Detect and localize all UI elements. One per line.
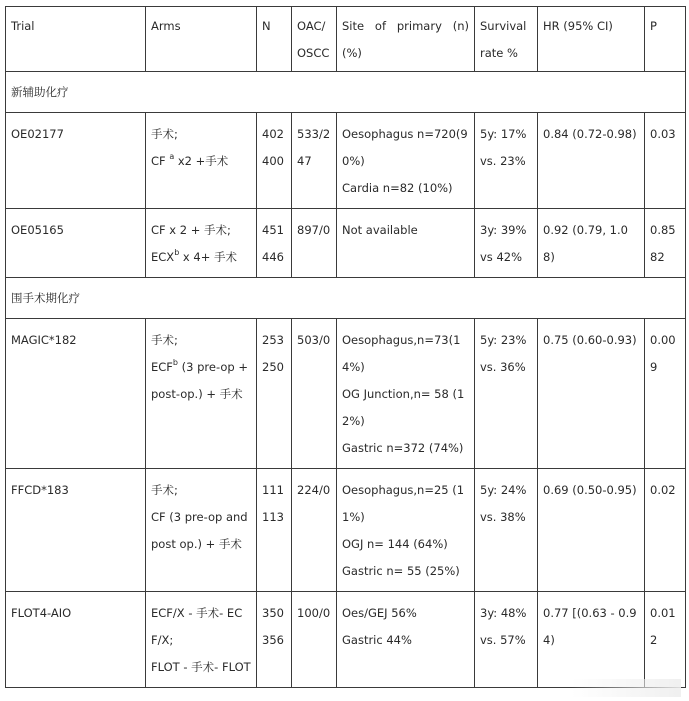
cell-oac-oscc: 533/247 — [292, 113, 337, 209]
site-line: Oesophagus n=720(90%) — [342, 127, 468, 168]
cell-arms — [146, 592, 257, 688]
cell-site — [337, 319, 475, 469]
cell-oac-oscc: 897/0 — [292, 209, 337, 278]
header-survival: Survival rate % — [475, 7, 538, 72]
cell-oac-oscc: 503/0 — [292, 319, 337, 469]
header-p: P — [645, 7, 686, 72]
n-value: 111 — [262, 483, 284, 497]
cell-arms — [146, 319, 257, 469]
cell-p: 0.03 — [645, 113, 686, 209]
cell-site — [337, 469, 475, 592]
cell-n — [257, 469, 292, 592]
cell-n — [257, 592, 292, 688]
site-line: Gastric n= 55 (25%) — [342, 564, 460, 578]
site-line: Not available — [342, 223, 418, 237]
cell-trial: FLOT4-AIO — [6, 592, 146, 688]
cell-trial: MAGIC*182 — [6, 319, 146, 469]
arm-line: CF x 2 + 手术; — [151, 223, 231, 237]
arm-line: 手术; — [151, 127, 178, 141]
arm-line: CF (3 pre-op and post op.) + 手术 — [151, 510, 248, 551]
n-value: 356 — [262, 633, 284, 647]
cell-survival: 5y: 17% vs. 23% — [475, 113, 538, 209]
arm-line: ECX$^b$ x 4+ 手术 — [151, 248, 237, 264]
table-row — [6, 592, 686, 688]
arm-superscript: b — [172, 358, 178, 367]
cell-survival: 5y: 24% vs. 38% — [475, 469, 538, 592]
cell-trial: OE02177 — [6, 113, 146, 209]
n-value: 446 — [262, 250, 284, 264]
arm-superscript: b — [174, 248, 180, 257]
cell-p: 0.009 — [645, 319, 686, 469]
cell-n — [257, 113, 292, 209]
cell-p: 0.02 — [645, 469, 686, 592]
arm-line: FLOT - 手术- FLOT — [151, 660, 251, 674]
trials-table — [5, 6, 686, 688]
cell-site — [337, 209, 475, 278]
table-row — [6, 469, 686, 592]
n-value: 451 — [262, 223, 284, 237]
table-row — [6, 209, 686, 278]
arm-line: 手术; — [151, 483, 178, 497]
cell-oac-oscc: 224/0 — [292, 469, 337, 592]
arm-line: CF $^a$ x2 +手术 — [151, 152, 229, 168]
table-body — [6, 72, 686, 688]
section-title: 围手术期化疗 — [6, 278, 686, 319]
header-n: N — [257, 7, 292, 72]
n-value: 250 — [262, 360, 284, 374]
table-row — [6, 319, 686, 469]
cell-oac-oscc: 100/0 — [292, 592, 337, 688]
section-row — [6, 278, 686, 319]
site-line: OG Junction,n= 58 (12%) — [342, 387, 465, 428]
cell-hr: 0.69 (0.50-0.95) — [538, 469, 645, 592]
header-arms: Arms — [146, 7, 257, 72]
site-line: Oes/GEJ 56% — [342, 606, 417, 620]
arm-line: 手术; — [151, 333, 178, 347]
cell-hr: 0.92 (0.79, 1.08) — [538, 209, 645, 278]
cell-site — [337, 113, 475, 209]
section-row — [6, 72, 686, 113]
cell-survival: 3y: 39% vs 42% — [475, 209, 538, 278]
cell-p: 0.8582 — [645, 209, 686, 278]
section-title: 新辅助化疗 — [6, 72, 686, 113]
n-value: 400 — [262, 154, 284, 168]
n-value: 253 — [262, 333, 284, 347]
cell-hr: 0.75 (0.60-0.93) — [538, 319, 645, 469]
cell-n — [257, 209, 292, 278]
cell-n — [257, 319, 292, 469]
site-line: Oesophagus,n=73(14%) — [342, 333, 461, 374]
cell-survival: 3y: 48% vs. 57% — [475, 592, 538, 688]
table-header-row — [6, 7, 686, 72]
cell-p: 0.012 — [645, 592, 686, 688]
arm-line: ECF$^b$ (3 pre-op + post-op.) + 手术 — [151, 358, 248, 401]
cell-arms — [146, 469, 257, 592]
n-value: 402 — [262, 127, 284, 141]
header-hr: HR (95% CI) — [538, 7, 645, 72]
site-line: Gastric n=372 (74%) — [342, 441, 464, 455]
cell-hr: 0.77 [(0.63 - 0.94) — [538, 592, 645, 688]
n-value: 113 — [262, 510, 284, 524]
arm-superscript: a — [169, 152, 175, 161]
table-row — [6, 113, 686, 209]
n-value: 350 — [262, 606, 284, 620]
header-oac-oscc: OAC/ OSCC — [292, 7, 337, 72]
header-site: Site of primary (n) (%) — [337, 7, 475, 72]
cell-hr: 0.84 (0.72-0.98) — [538, 113, 645, 209]
cell-site — [337, 592, 475, 688]
cell-arms — [146, 209, 257, 278]
site-line: OGJ n= 144 (64%) — [342, 537, 448, 551]
arm-line: ECF/X - 手术- ECF/X; — [151, 606, 243, 647]
header-trial: Trial — [6, 7, 146, 72]
cell-arms — [146, 113, 257, 209]
site-line: Gastric 44% — [342, 633, 412, 647]
cell-survival: 5y: 23% vs. 36% — [475, 319, 538, 469]
cell-trial: FFCD*183 — [6, 469, 146, 592]
site-line: Cardia n=82 (10%) — [342, 181, 453, 195]
watermark — [571, 679, 681, 697]
site-line: Oesophagus,n=25 (11%) — [342, 483, 465, 524]
cell-trial: OE05165 — [6, 209, 146, 278]
